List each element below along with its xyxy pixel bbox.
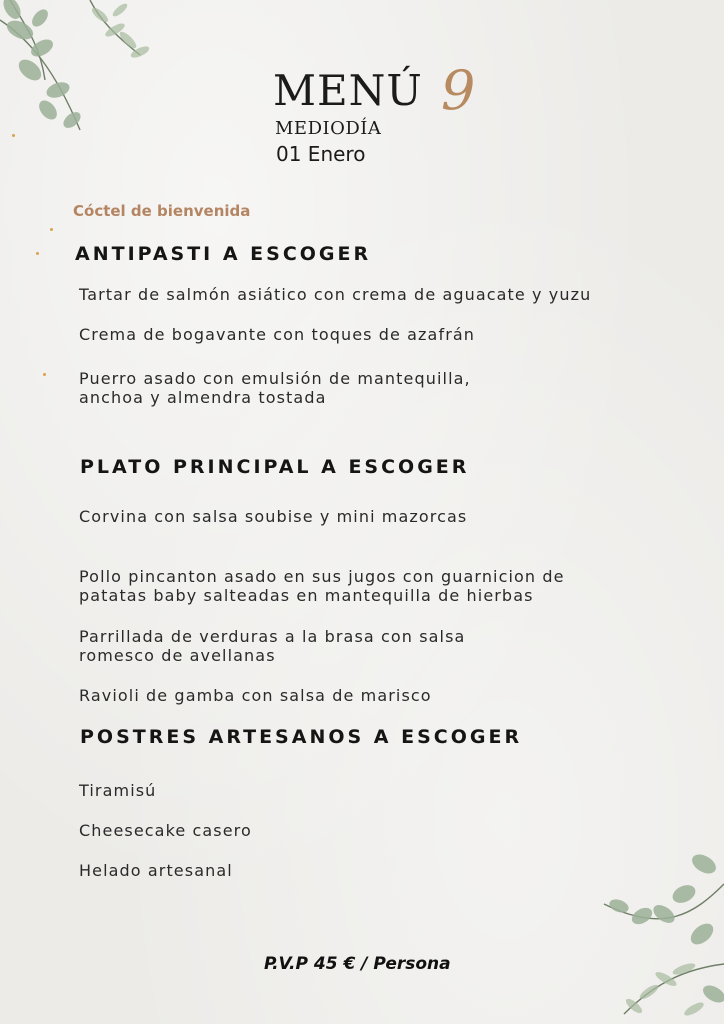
menu-item-line: Corvina con salsa soubise y mini mazorcas <box>79 507 468 526</box>
menu-item <box>79 686 432 705</box>
menu-item-line: anchoa y almendra tostada <box>79 388 327 407</box>
menu-item <box>79 507 467 526</box>
menu-item-line: patatas baby salteadas en mantequilla de hierbas <box>79 586 534 605</box>
section-title-postres: POSTRES ARTESANOS A ESCOGER <box>80 726 523 748</box>
menu-item-line: Helado artesanal <box>79 861 233 880</box>
menu-item-line: Tartar de salmón asiático con crema de aguacate y yuzu <box>79 285 592 304</box>
welcome-cocktail: Cóctel de bienvenida <box>73 202 251 220</box>
decorative-dot <box>50 228 53 231</box>
menu-date: 01 Enero <box>276 142 366 166</box>
menu-item-line: Pollo pincanton asado en sus jugos con guarnicion de <box>79 567 565 586</box>
menu-item-line: Ravioli de gamba con salsa de marisco <box>79 686 432 705</box>
menu-header <box>273 59 513 172</box>
menu-item-line: Parrillada de verduras a la brasa con salsa <box>79 627 466 646</box>
section-title-principal: PLATO PRINCIPAL A ESCOGER <box>80 456 470 478</box>
menu-item <box>79 567 565 605</box>
menu-item <box>79 861 233 880</box>
menu-item-line: Puerro asado con emulsión de mantequilla, <box>79 369 471 388</box>
price-per-person: P.V.P 45 € / Persona <box>264 954 451 974</box>
decorative-dot <box>36 252 39 255</box>
menu-item <box>79 369 471 407</box>
decorative-dot <box>43 373 46 376</box>
menu-item <box>79 627 465 665</box>
menu-title: MENÚ <box>273 66 423 115</box>
menu-item-line: Cheesecake casero <box>79 821 252 840</box>
menu-item <box>79 821 252 840</box>
menu-number: 9 <box>441 59 476 122</box>
menu-item-line: romesco de avellanas <box>79 646 276 665</box>
menu-item <box>79 781 156 800</box>
eucalyptus-leaves-top-left <box>0 0 170 150</box>
menu-item <box>79 325 475 344</box>
menu-item-line: Tiramisú <box>79 781 157 800</box>
menu-item <box>79 285 591 304</box>
menu-item-line: Crema de bogavante con toques de azafrán <box>79 325 476 344</box>
eucalyptus-leaves-bottom-right <box>574 844 724 1024</box>
section-title-antipasti: ANTIPASTI A ESCOGER <box>75 243 372 265</box>
menu-subtitle: MEDIODÍA <box>275 118 382 139</box>
